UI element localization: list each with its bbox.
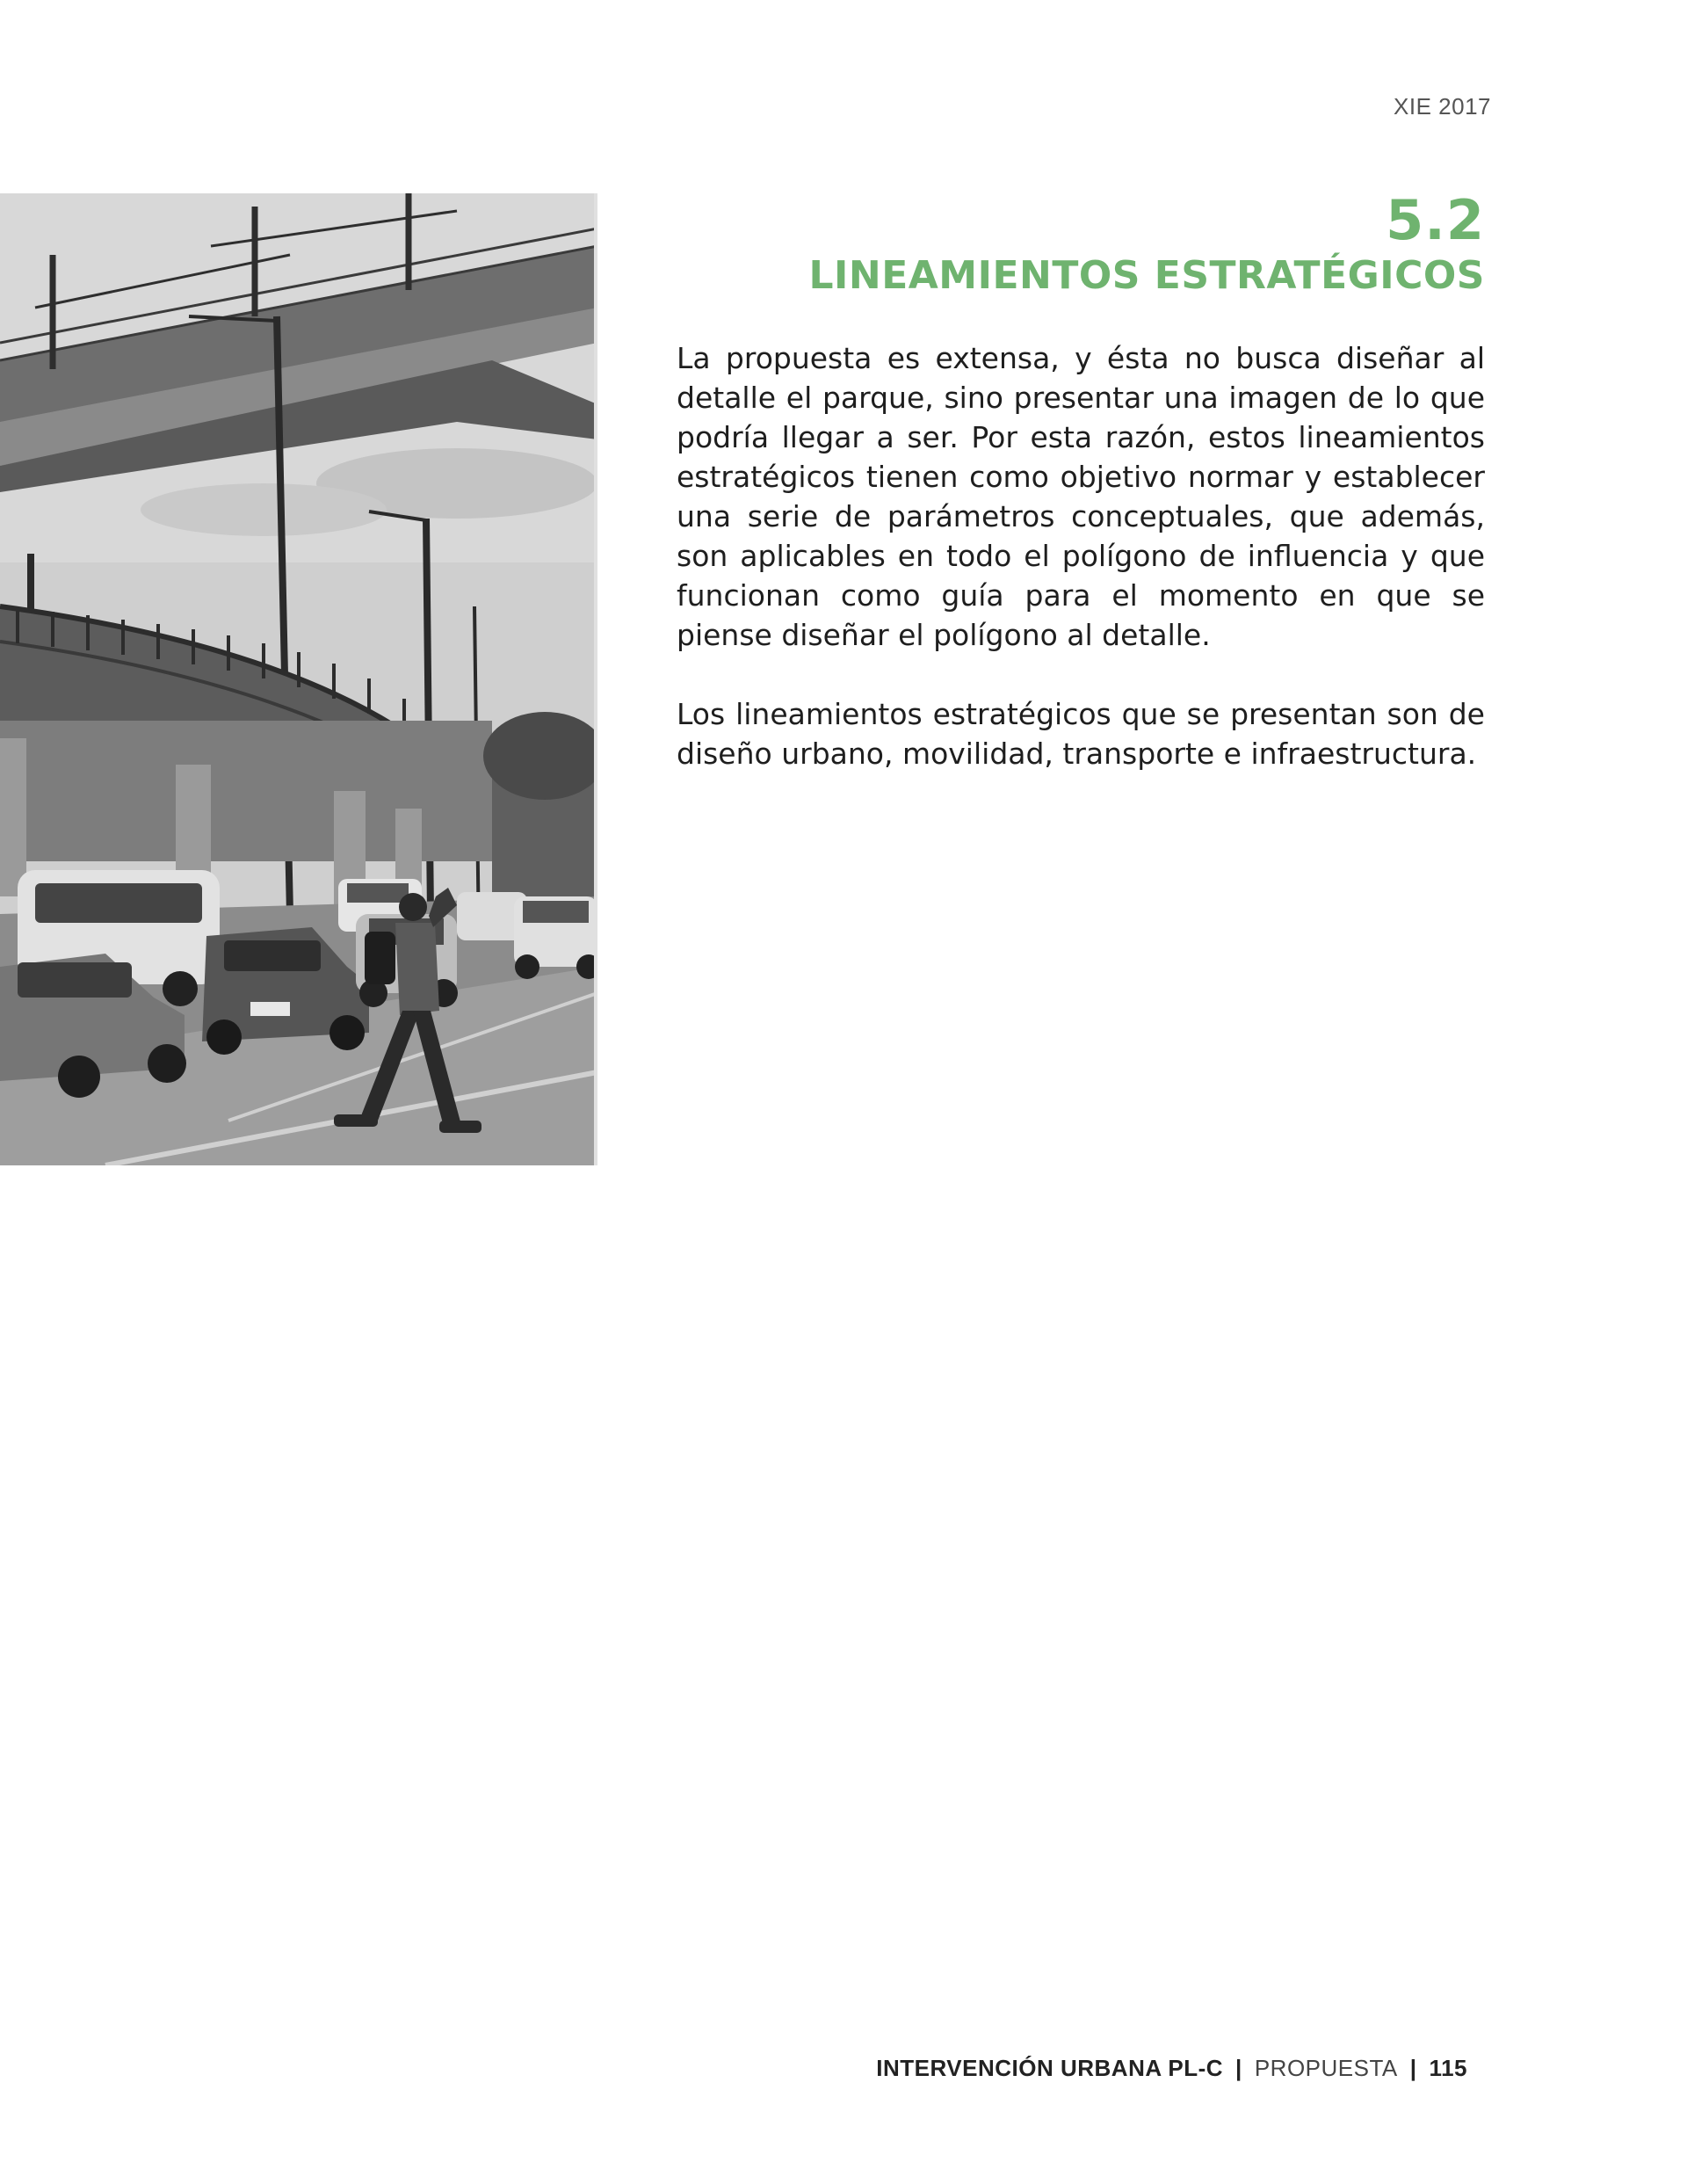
footer-separator-2: | [1409, 2055, 1417, 2081]
footer-separator-1: | [1235, 2055, 1242, 2081]
body-text [677, 338, 1485, 813]
header-year-label: XIE 2017 [1394, 93, 1491, 120]
footer-page-number: 115 [1429, 2055, 1467, 2081]
footer-document-title: INTERVENCIÓN URBANA PL-C [876, 2055, 1224, 2081]
footer-chapter: PROPUESTA [1254, 2055, 1398, 2081]
section-title: LINEAMIENTOS ESTRATÉGICOS [808, 253, 1485, 298]
page-footer [876, 2055, 1467, 2082]
body-paragraph-1: La propuesta es extensa, y ésta no busca diseñar al detalle el parque, sino presentar una imagen de lo que podría llegar a ser. Por esta razón, estos lineamientos estratégicos tienen como objetivo normar y establecer una serie de parámetros conceptuales, que además, son aplicables en todo el polígono de influencia y que funcionan como guía para el momento en que se piense diseñar el polígono al detalle. [677, 341, 1485, 652]
body-paragraph-2: Los lineamientos estratégicos que se presentan son de diseño urbano, movilidad, transporte e infraestructura. [677, 697, 1485, 771]
street-overpass-photo [0, 193, 597, 1165]
section-number: 5.2 [1386, 188, 1485, 252]
